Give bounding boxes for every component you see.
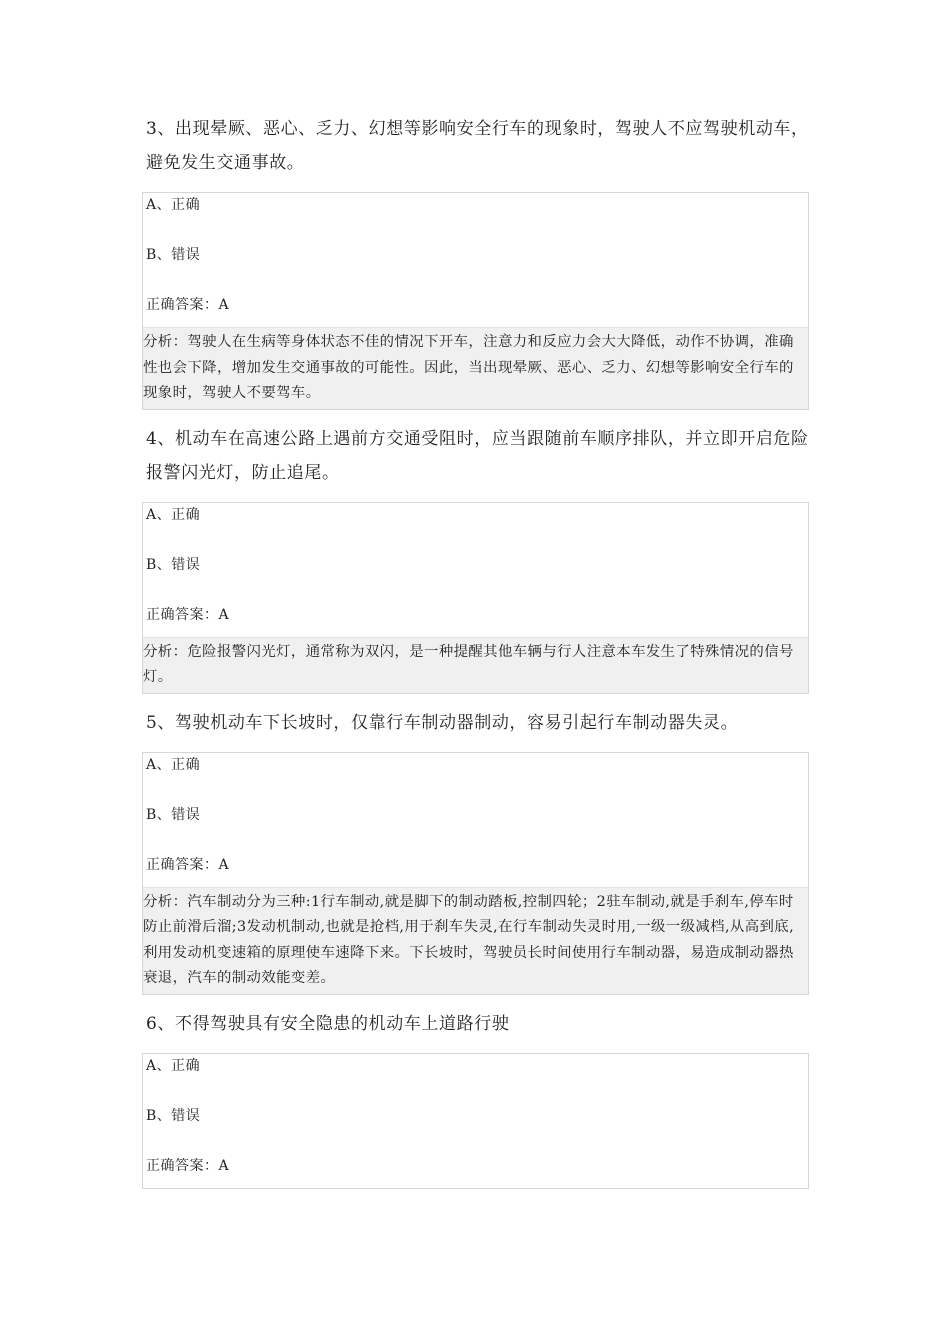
question-text: 6、不得驾驶具有安全隐患的机动车上道路行驶	[146, 1013, 510, 1034]
option-b: B、错误	[146, 556, 201, 573]
answer-box	[142, 752, 809, 995]
question-text: 3、出现晕厥、恶心、乏力、幻想等影响安全行车的现象时，驾驶人不应驾驶机动车，避免发生交通事故。	[146, 119, 809, 173]
correct-answer: 正确答案：A	[146, 606, 230, 623]
option-a: A、正确	[146, 756, 201, 773]
option-a: A、正确	[146, 1057, 201, 1074]
answer-box	[142, 502, 809, 694]
question-text: 5、驾驶机动车下长坡时，仅靠行车制动器制动，容易引起行车制动器失灵。	[146, 712, 739, 733]
option-b: B、错误	[146, 247, 201, 263]
answer-box	[142, 1053, 809, 1189]
correct-answer: 正确答案：A	[146, 1157, 230, 1174]
question-text: 4、机动车在高速公路上遇前方交通受阻时，应当跟随前车顺序排队，并立即开启危险报警闪光灯，防止追尾。	[146, 428, 809, 483]
answer-box	[142, 192, 809, 410]
question-list	[142, 112, 809, 1201]
option-a: A、正确	[146, 197, 201, 213]
analysis-text: 分析：危险报警闪光灯，通常称为双闪，是一种提醒其他车辆与行人注意本车发生了特殊情况的信号灯。	[143, 637, 808, 693]
analysis-text: 分析：汽车制动分为三种:1行车制动,就是脚下的制动踏板,控制四轮；2驻车制动,就是手刹车,停车时防止前滑后溜;3发动机制动,也就是抢档,用于刹车失灵,在行车制动失灵时用,一级一级减档,从高到底,利用发动机变速箱的原理使车速降下来。下长坡时，驾驶员长时间使用行车制动器，易造成制动器热衰退，汽车的制动效能变差。	[143, 887, 808, 994]
option-b: B、错误	[146, 1107, 201, 1124]
correct-answer: 正确答案：A	[146, 856, 230, 873]
correct-answer: 正确答案：A	[146, 297, 230, 313]
analysis-text: 分析：驾驶人在生病等身体状态不佳的情况下开车，注意力和反应力会大大降低，动作不协调，准确性也会下降，增加发生交通事故的可能性。因此，当出现晕厥、恶心、乏力、幻想等影响安全行车的现象时，驾驶人不要驾车。	[143, 327, 808, 409]
option-a: A、正确	[146, 506, 201, 523]
option-b: B、错误	[146, 806, 201, 823]
